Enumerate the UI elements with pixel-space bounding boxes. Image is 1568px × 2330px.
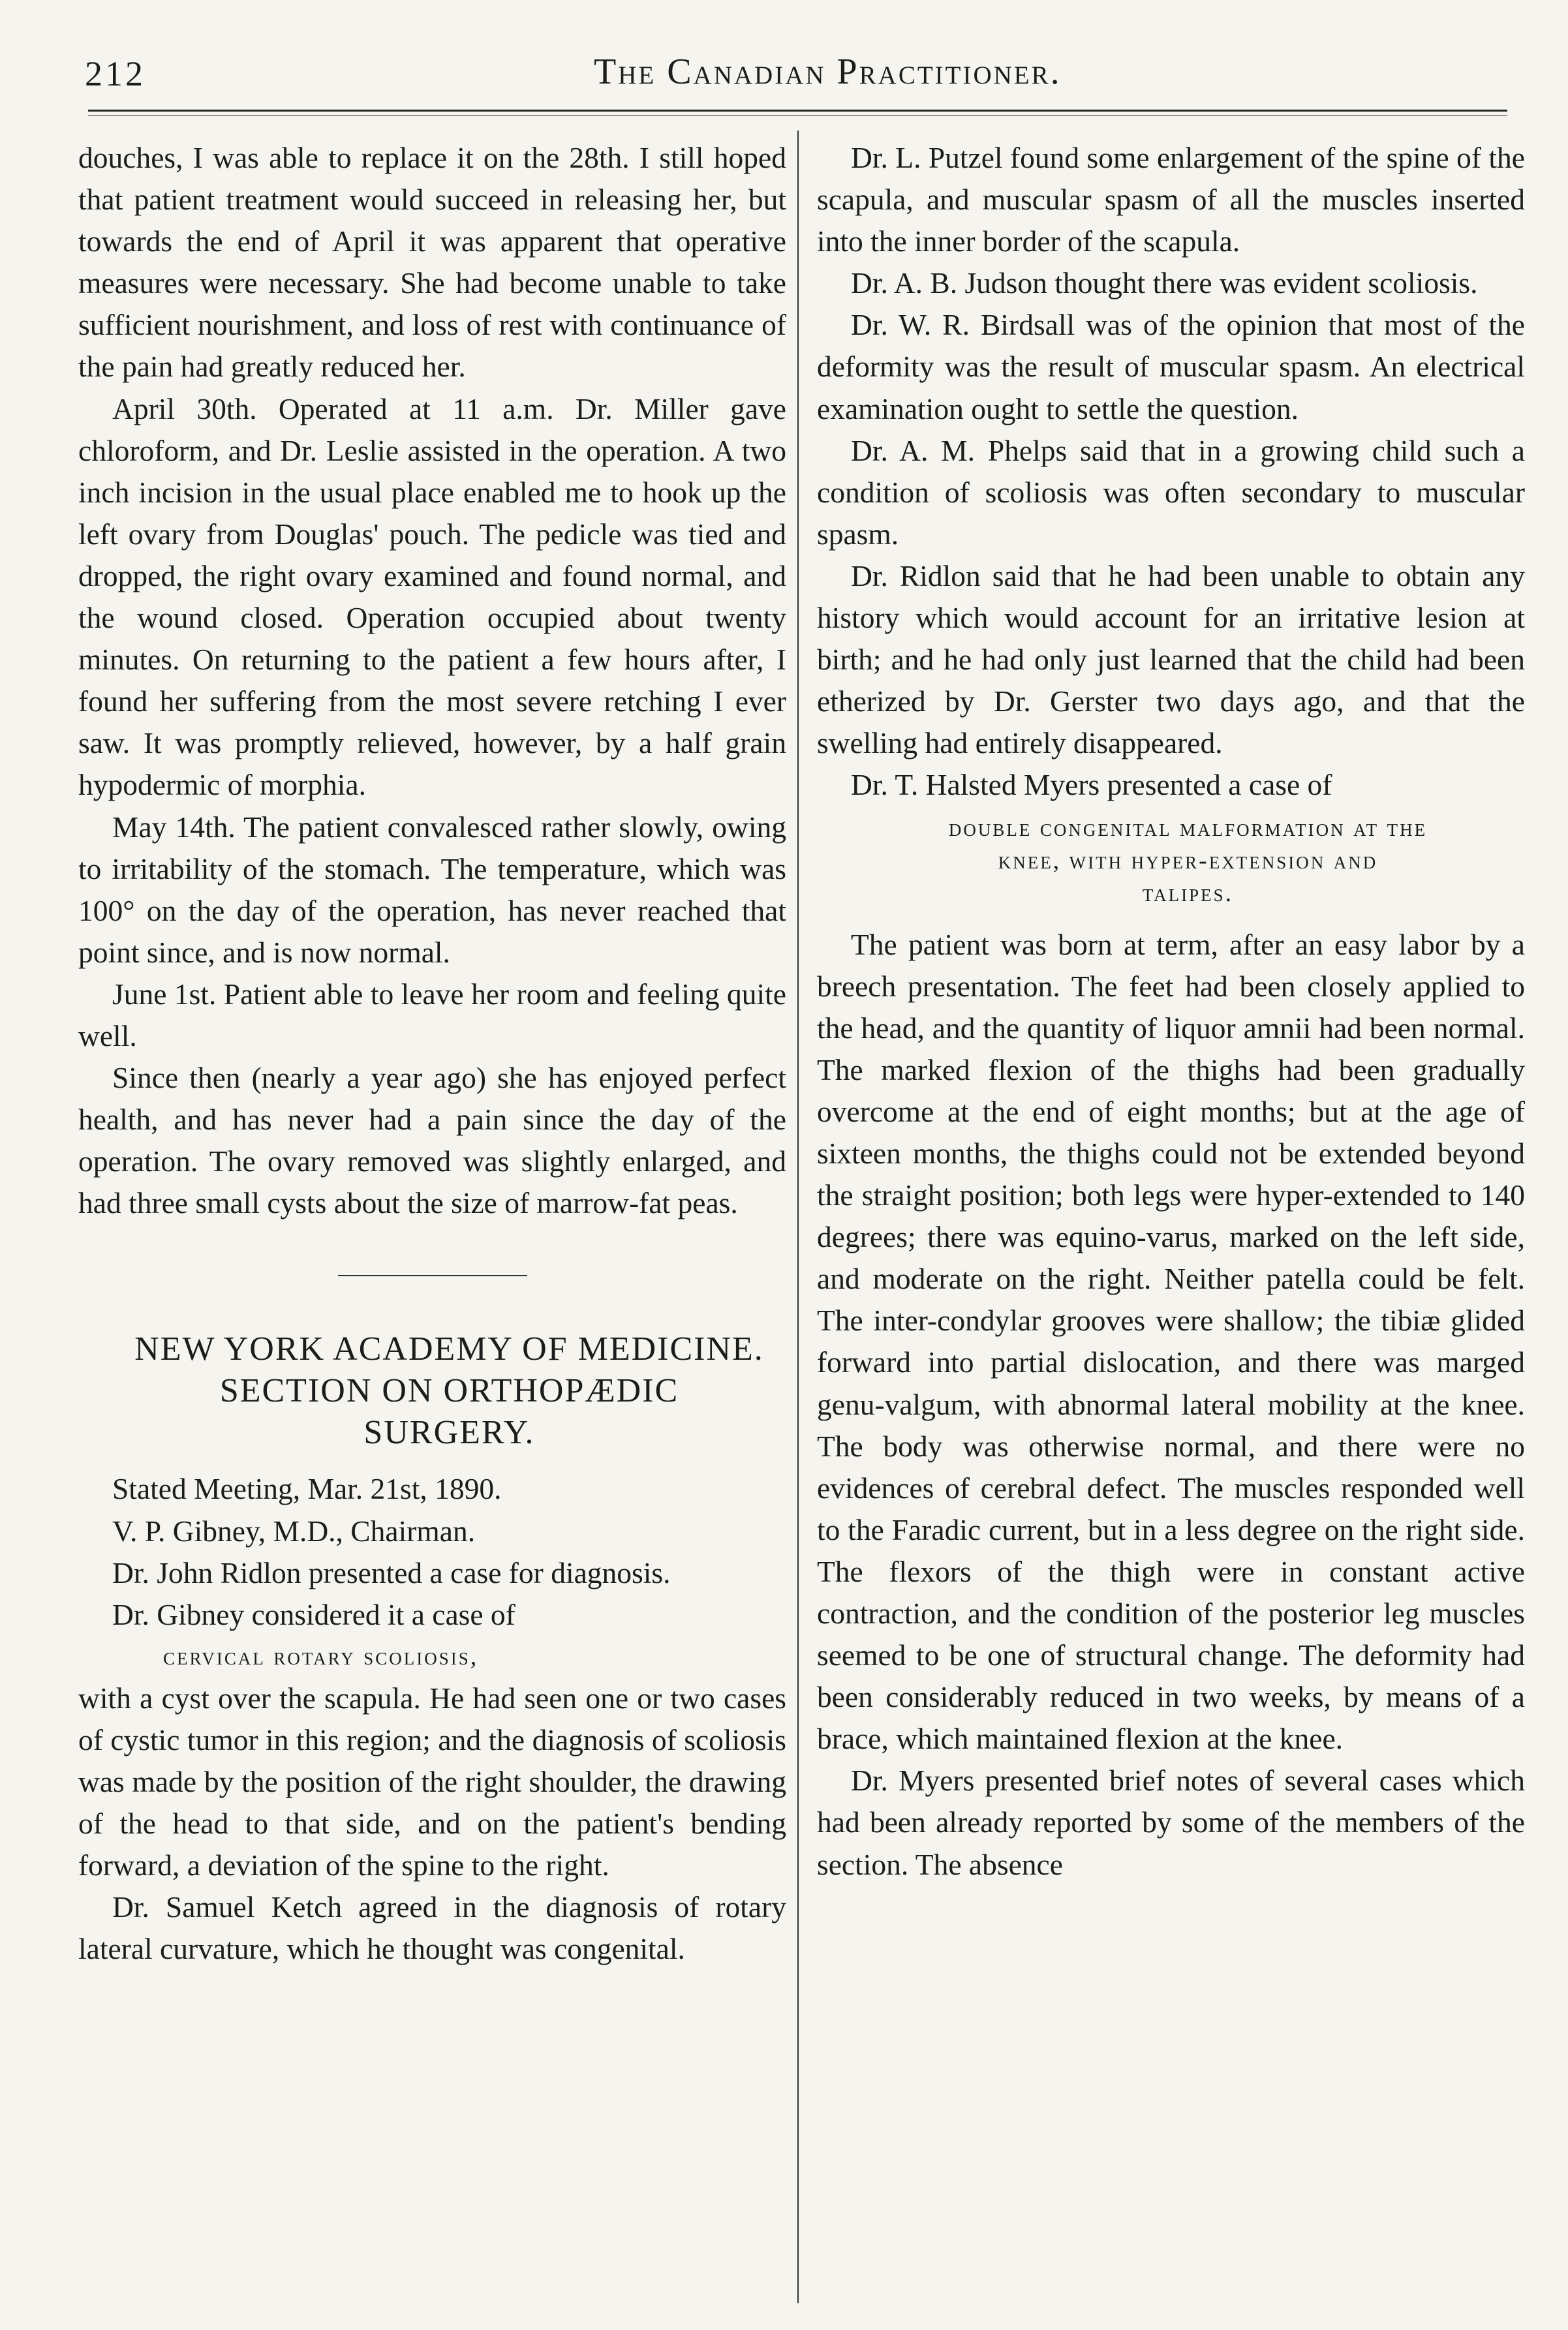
- case-heading: cervical rotary scoliosis,: [163, 1642, 479, 1670]
- running-title: The Canadian Practitioner.: [594, 52, 1062, 92]
- case-heading-line: talipes.: [1142, 879, 1234, 907]
- meeting-chairman: V. P. Gibney, M.D., Chairman.: [112, 1514, 476, 1548]
- paragraph: with a cyst over the scapula. He had seen one or two cases of cystic tumor in this region; and the diagnosis of scoliosis was made by the position of the right shoulder, the drawing of the head to that side, and on the patient's bending forward, a deviation of the spine to the right.: [78, 1681, 786, 1882]
- paragraph: May 14th. The patient convalesced rather slowly, owing to irritability of the stomach. The temperature, which was 100° on the day of the operation, has never reached that point since, and is now normal.: [78, 810, 786, 969]
- paragraph: Dr. A. B. Judson thought there was evident scoliosis.: [851, 266, 1478, 300]
- right-column: [817, 137, 1525, 1886]
- paragraph: Since then (nearly a year ago) she has enjoyed perfect health, and has never had a pain since the day of the operation. The ovary removed was slightly enlarged, and had three small cysts about the size of marrow-fat peas.: [78, 1061, 786, 1220]
- header-rule: [88, 110, 1507, 112]
- paragraph: Dr. Myers presented brief notes of several cases which had been already reported by some of the members of the section. The absence: [817, 1764, 1525, 1881]
- paragraph: Dr. W. R. Birdsall was of the opinion that most of the deformity was the result of muscular spasm. An electrical examination ought to settle the question.: [817, 308, 1525, 425]
- case-heading-line: double congenital malformation at the: [948, 814, 1428, 842]
- paragraph: June 1st. Patient able to leave her room and feeling quite well.: [78, 977, 786, 1052]
- section-heading-line: SURGERY.: [363, 1414, 535, 1452]
- paragraph: Dr. Gibney considered it a case of: [112, 1597, 515, 1631]
- section-heading-line: SECTION ON ORTHOPÆDIC: [219, 1372, 679, 1410]
- paragraph: Dr. Samuel Ketch agreed in the diagnosis of rotary lateral curvature, which he thought was congenital.: [78, 1890, 786, 1966]
- paragraph: Dr. Ridlon said that he had been unable to obtain any history which would account for an irritative lesion at birth; and he had only just learned that the child had been etherized by Dr. Gerster two days ago, and that the swelling had entirely disappeared.: [817, 559, 1525, 760]
- case-heading: [817, 812, 1525, 910]
- left-column: [78, 137, 786, 1970]
- paragraph: Dr. John Ridlon presented a case for diagnosis.: [112, 1556, 671, 1589]
- section-divider: [338, 1275, 527, 1276]
- meeting-date: Stated Meeting, Mar. 21st, 1890.: [112, 1472, 502, 1506]
- section-heading: [78, 1328, 786, 1454]
- column-divider: [797, 130, 799, 2303]
- case-heading-line: knee, with hyper-extension and: [998, 846, 1378, 874]
- paragraph: April 30th. Operated at 11 a.m. Dr. Miller gave chloroform, and Dr. Leslie assisted in the operation. A two inch incision in the usual place enabled me to hook up the left ovary from Douglas' pouch. The pedicle was tied and dropped, the right ovary examined and found normal, and the wound closed. Operation occupied about twenty minutes. On returning to the patient a few hours after, I found her suffering from the most severe retching I ever saw. It was promptly relieved, however, by a half grain hypodermic of morphia.: [78, 391, 786, 802]
- paragraph: Dr. L. Putzel found some enlargement of the spine of the scapula, and muscular spasm of all the muscles inserted into the inner border of the scapula.: [817, 141, 1525, 258]
- paragraph: Dr. T. Halsted Myers presented a case of: [851, 768, 1332, 802]
- page-header: [85, 33, 1507, 104]
- page-number: 212: [85, 54, 146, 93]
- paragraph: The patient was born at term, after an easy labor by a breech presentation. The feet had been closely applied to the head, and the quantity of liquor amnii had been normal. The marked flexion of the thighs had been gradually overcome at the end of eight months; but at the age of sixteen months, the thighs could not be extended beyond the straight position; both legs were hyper-extended to 140 degrees; there was equino-varus, marked on the left side, and moderate on the right. Neither patella could be felt. The inter-condylar grooves were shallow; the tibiæ glided forward into partial dislocation, and there was marged genu-valgum, with abnormal lateral mobility at the knee. The body was otherwise normal, and there were no evidences of cerebral defect. The muscles responded well to the Faradic current, but in a less degree on the right side. The flexors of the thigh were in constant active contraction, and the condition of the posterior leg muscles seemed to be one of structural change. The deformity had been considerably reduced in two weeks, by means of a brace, which maintained flexion at the knee.: [817, 927, 1525, 1756]
- section-heading-line: NEW YORK ACADEMY OF MEDICINE.: [134, 1330, 764, 1368]
- paragraph: douches, I was able to replace it on the 28th. I still hoped that patient treatment would succeed in releasing her, but towards the end of April it was apparent that operative measures were necessary. She had become unable to take sufficient nourishment, and loss of rest with continuance of the pain had greatly reduced her.: [78, 141, 786, 384]
- paragraph: Dr. A. M. Phelps said that in a growing child such a condition of scoliosis was often secondary to muscular spasm.: [817, 433, 1525, 551]
